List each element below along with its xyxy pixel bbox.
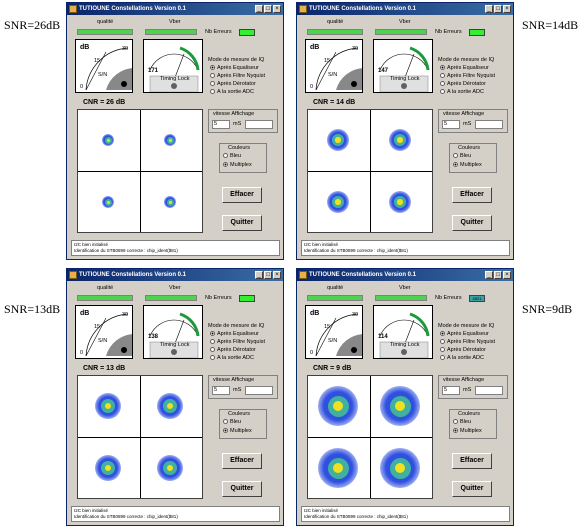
mode-label: Après Filtre Nyquist [217, 73, 265, 79]
mode-label: Après Filtre Nyquist [447, 339, 495, 345]
radio-indicator [223, 162, 228, 167]
radio-indicator [210, 65, 215, 70]
axis-v [370, 376, 371, 498]
constellation-plot [307, 109, 433, 233]
cluster-core [335, 137, 340, 142]
couleurs-group [219, 409, 267, 439]
radio-indicator [440, 73, 445, 78]
status-log [301, 240, 510, 256]
snr-label: SNR=9dB [522, 302, 573, 316]
meter-value: 138 [148, 334, 159, 340]
vitesse-input[interactable]: 5 [442, 386, 460, 395]
nb-erreurs-label: Nb Erreurs [205, 29, 232, 35]
bleu-label: Bleu [230, 419, 242, 425]
mode-radio[interactable] [440, 89, 484, 95]
qualite-bar [77, 29, 133, 35]
minimize-button[interactable]: _ [255, 5, 263, 13]
axis-v [370, 110, 371, 232]
nb-erreurs-label: Nb Erreurs [435, 29, 462, 35]
app-window [66, 268, 284, 526]
radio-indicator [210, 355, 215, 360]
radio-indicator [440, 81, 445, 86]
mode-label: A la sortie ADC [217, 355, 254, 361]
radio-indicator [210, 331, 215, 336]
mode-radio[interactable] [440, 331, 489, 337]
mode-title: Mode de mesure de IQ [208, 323, 265, 329]
minimize-button[interactable]: _ [485, 5, 493, 13]
effacer-button[interactable]: Effacer [222, 453, 262, 469]
status-log [71, 240, 280, 256]
window-title: TUTIOUNE Constellations Version 0.1 [309, 6, 417, 12]
snr-label: SNR=13dB [4, 302, 61, 316]
app-window [296, 2, 514, 260]
cluster-core [335, 199, 340, 204]
mode-radio[interactable] [210, 65, 259, 71]
app-icon [69, 271, 77, 279]
cluster-core [107, 201, 110, 204]
mode-label: Après Equaliseur [447, 331, 489, 337]
sn-label: S/N [328, 338, 338, 344]
radio-indicator [453, 162, 458, 167]
mode-title: Mode de mesure de IQ [438, 323, 495, 329]
mode-radio[interactable] [440, 65, 489, 71]
qualite-label: qualité [97, 19, 114, 25]
timing-lock-label: Timing Lock [390, 342, 420, 348]
vber-label: Vber [169, 19, 181, 25]
close-button[interactable]: × [273, 5, 281, 13]
snr-meter [75, 39, 133, 93]
close-button[interactable]: × [273, 271, 281, 279]
db-label: dB [310, 44, 320, 51]
mode-radio[interactable] [440, 355, 484, 361]
timing-lock-meter [373, 39, 433, 93]
cnr-label: CNR = 13 dB [83, 365, 126, 372]
vitesse-input[interactable]: 5 [212, 386, 230, 395]
scale-0: 0 [80, 350, 84, 356]
window-title: TUTIOUNE Constellations Version 0.1 [79, 6, 187, 12]
vber-bar [145, 295, 197, 301]
log-line: Identification du STB0899 correcte : chip_ident($81) [74, 248, 178, 253]
vitesse-input[interactable]: 5 [442, 120, 460, 129]
qualite-bar [307, 295, 363, 301]
quitter-button[interactable]: Quitter [452, 481, 492, 497]
mode-radio[interactable] [210, 89, 254, 95]
minimize-button[interactable]: _ [485, 271, 493, 279]
mode-radio[interactable] [210, 331, 259, 337]
scale-15: 15 [324, 324, 331, 330]
app-icon [299, 271, 307, 279]
effacer-button[interactable]: Effacer [452, 453, 492, 469]
mode-radio[interactable] [440, 73, 495, 79]
vber-bar [375, 295, 427, 301]
couleurs-label: Couleurs [228, 145, 251, 151]
qualite-label: qualité [327, 19, 344, 25]
meter-value: 147 [378, 68, 389, 74]
vitesse-slider[interactable] [475, 120, 503, 129]
window-title: TUTIOUNE Constellations Version 0.1 [79, 272, 187, 278]
bleu-label: Bleu [460, 419, 472, 425]
cluster-core [169, 201, 172, 204]
sn-label: S/N [98, 72, 108, 78]
vber-bar [145, 29, 197, 35]
sn-label: S/N [98, 338, 108, 344]
bleu-radio[interactable] [453, 419, 471, 425]
radio-indicator [440, 89, 445, 94]
scale-30: 30 [352, 46, 359, 52]
radio-indicator [210, 73, 215, 78]
title-bar [67, 3, 283, 15]
multiplex-radio[interactable] [453, 428, 482, 434]
scale-15: 15 [324, 58, 331, 64]
qualite-label: qualité [327, 285, 344, 291]
mode-radio[interactable] [210, 73, 265, 79]
mode-label: Après Equaliseur [447, 65, 489, 71]
vber-label: Vber [399, 285, 411, 291]
ms-label: mS [463, 387, 472, 393]
nb-erreurs-indicator: 4921 [469, 295, 485, 302]
qualite-label: qualité [97, 285, 114, 291]
multiplex-label: Multiplex [460, 428, 482, 434]
mode-label: Après Filtre Nyquist [217, 339, 265, 345]
snr-label: SNR=14dB [522, 18, 579, 32]
meter-value: 114 [378, 334, 388, 340]
cnr-label: CNR = 14 dB [313, 99, 356, 106]
nb-erreurs-indicator [469, 29, 485, 36]
snr-meter [75, 305, 133, 359]
constellation-plot [77, 109, 203, 233]
cnr-label: CNR = 9 dB [313, 365, 352, 372]
ms-label: mS [463, 121, 472, 127]
vber-label: Vber [399, 19, 411, 25]
bleu-radio[interactable] [453, 153, 471, 159]
multiplex-label: Multiplex [230, 428, 252, 434]
minimize-button[interactable]: _ [255, 271, 263, 279]
mode-label: Après Dérotator [447, 81, 486, 87]
vitesse-slider[interactable] [245, 120, 273, 129]
effacer-button[interactable]: Effacer [452, 187, 492, 203]
vitesse-label: vitesse Affichage [213, 377, 255, 383]
maximize-button[interactable]: □ [264, 271, 272, 279]
nb-erreurs-label: Nb Erreurs [205, 295, 232, 301]
scale-30: 30 [122, 46, 129, 52]
maximize-button[interactable]: □ [494, 5, 502, 13]
multiplex-radio[interactable] [223, 428, 252, 434]
quitter-button[interactable]: Quitter [222, 215, 262, 231]
vitesse-group [438, 375, 508, 399]
radio-indicator [440, 355, 445, 360]
status-log [301, 506, 510, 522]
app-window [296, 268, 514, 526]
couleurs-label: Couleurs [458, 411, 481, 417]
mode-label: A la sortie ADC [217, 89, 254, 95]
window-title: TUTIOUNE Constellations Version 0.1 [309, 272, 417, 278]
nb-erreurs-label: Nb Erreurs [435, 295, 462, 301]
nb-erreurs-indicator [239, 29, 255, 36]
timing-lock-meter [373, 305, 433, 359]
mode-radio[interactable] [440, 347, 486, 353]
bleu-label: Bleu [230, 153, 242, 159]
quitter-button[interactable]: Quitter [452, 215, 492, 231]
qualite-bar [307, 29, 363, 35]
radio-indicator [440, 331, 445, 336]
scale-15: 15 [94, 324, 101, 330]
mode-title: Mode de mesure de IQ [208, 57, 265, 63]
couleurs-label: Couleurs [228, 411, 251, 417]
radio-indicator [223, 428, 228, 433]
couleurs-label: Couleurs [458, 145, 481, 151]
maximize-button[interactable]: □ [494, 271, 502, 279]
vitesse-label: vitesse Affichage [213, 111, 255, 117]
scale-30: 30 [122, 312, 129, 318]
constellation-plot [307, 375, 433, 499]
timing-lock-label: Timing Lock [160, 342, 190, 348]
title-bar [297, 3, 513, 15]
maximize-button[interactable]: □ [264, 5, 272, 13]
scale-0: 0 [310, 84, 314, 90]
log-line: Identification du STB0899 correcte : chip_ident($81) [304, 248, 408, 253]
mode-radio[interactable] [440, 81, 486, 87]
timing-lock-meter [143, 305, 203, 359]
title-bar [297, 269, 513, 281]
multiplex-radio[interactable] [223, 162, 252, 168]
axis-v [140, 376, 141, 498]
cnr-label: CNR = 26 dB [83, 99, 126, 106]
cluster-core [169, 139, 172, 142]
radio-indicator [440, 65, 445, 70]
vber-bar [375, 29, 427, 35]
radio-indicator [210, 347, 215, 352]
ms-label: mS [233, 387, 242, 393]
vitesse-group [208, 109, 278, 133]
app-icon [69, 5, 77, 13]
couleurs-group [449, 409, 497, 439]
scale-15: 15 [94, 58, 101, 64]
cluster-core [107, 139, 110, 142]
timing-lock-label: Timing Lock [390, 76, 420, 82]
radio-indicator [223, 153, 228, 158]
radio-indicator [210, 339, 215, 344]
mode-radio[interactable] [210, 81, 256, 87]
mode-label: Après Dérotator [217, 81, 256, 87]
bleu-label: Bleu [460, 153, 472, 159]
radio-indicator [453, 153, 458, 158]
couleurs-group [449, 143, 497, 173]
mode-radio[interactable] [210, 339, 265, 345]
radio-indicator [210, 81, 215, 86]
db-label: dB [80, 310, 90, 317]
vitesse-label: vitesse Affichage [443, 111, 485, 117]
app-icon [299, 5, 307, 13]
bleu-radio[interactable] [223, 153, 241, 159]
constellation-plot [77, 375, 203, 499]
mode-radio[interactable] [210, 355, 254, 361]
ms-label: mS [233, 121, 242, 127]
vitesse-label: vitesse Affichage [443, 377, 485, 383]
mode-label: A la sortie ADC [447, 89, 484, 95]
cluster-core [397, 137, 402, 142]
scale-30: 30 [352, 312, 359, 318]
mode-label: Après Equaliseur [217, 331, 259, 337]
couleurs-group [219, 143, 267, 173]
close-button[interactable]: × [503, 271, 511, 279]
snr-meter [305, 39, 363, 93]
quitter-button[interactable]: Quitter [222, 481, 262, 497]
snr-meter [305, 305, 363, 359]
vitesse-slider[interactable] [475, 386, 503, 395]
multiplex-label: Multiplex [230, 162, 252, 168]
log-line: I2C bien initialisé [304, 242, 339, 247]
meter-value: 171 [148, 68, 159, 74]
mode-label: Après Filtre Nyquist [447, 73, 495, 79]
radio-indicator [453, 419, 458, 424]
vber-label: Vber [169, 285, 181, 291]
scale-0: 0 [310, 350, 314, 356]
radio-indicator [223, 419, 228, 424]
scale-0: 0 [80, 84, 84, 90]
sn-label: S/N [328, 72, 338, 78]
mode-radio[interactable] [210, 347, 256, 353]
log-line: Identification du STB0899 correcte : chip_ident($81) [74, 514, 178, 519]
timing-lock-label: Timing Lock [160, 76, 190, 82]
effacer-button[interactable]: Effacer [222, 187, 262, 203]
qualite-bar [77, 295, 133, 301]
mode-label: Après Dérotator [447, 347, 486, 353]
log-line: I2C bien initialisé [74, 242, 109, 247]
mode-radio[interactable] [440, 339, 495, 345]
log-line: I2C bien initialisé [74, 508, 109, 513]
close-button[interactable]: × [503, 5, 511, 13]
vitesse-group [438, 109, 508, 133]
snr-label: SNR=26dB [4, 18, 61, 32]
status-log [71, 506, 280, 522]
mode-label: Après Dérotator [217, 347, 256, 353]
app-window [66, 2, 284, 260]
timing-lock-meter [143, 39, 203, 93]
mode-title: Mode de mesure de IQ [438, 57, 495, 63]
db-label: dB [310, 310, 320, 317]
radio-indicator [453, 428, 458, 433]
multiplex-label: Multiplex [460, 162, 482, 168]
log-line: Identification du STB0899 correcte : chip_ident($81) [304, 514, 408, 519]
title-bar [67, 269, 283, 281]
radio-indicator [440, 339, 445, 344]
mode-label: Après Equaliseur [217, 65, 259, 71]
db-label: dB [80, 44, 90, 51]
multiplex-radio[interactable] [453, 162, 482, 168]
cluster-core [397, 199, 402, 204]
log-line: I2C bien initialisé [304, 508, 339, 513]
vitesse-input[interactable]: 5 [212, 120, 230, 129]
vitesse-slider[interactable] [245, 386, 273, 395]
vitesse-group [208, 375, 278, 399]
bleu-radio[interactable] [223, 419, 241, 425]
mode-label: A la sortie ADC [447, 355, 484, 361]
nb-erreurs-indicator [239, 295, 255, 302]
radio-indicator [440, 347, 445, 352]
axis-v [140, 110, 141, 232]
radio-indicator [210, 89, 215, 94]
